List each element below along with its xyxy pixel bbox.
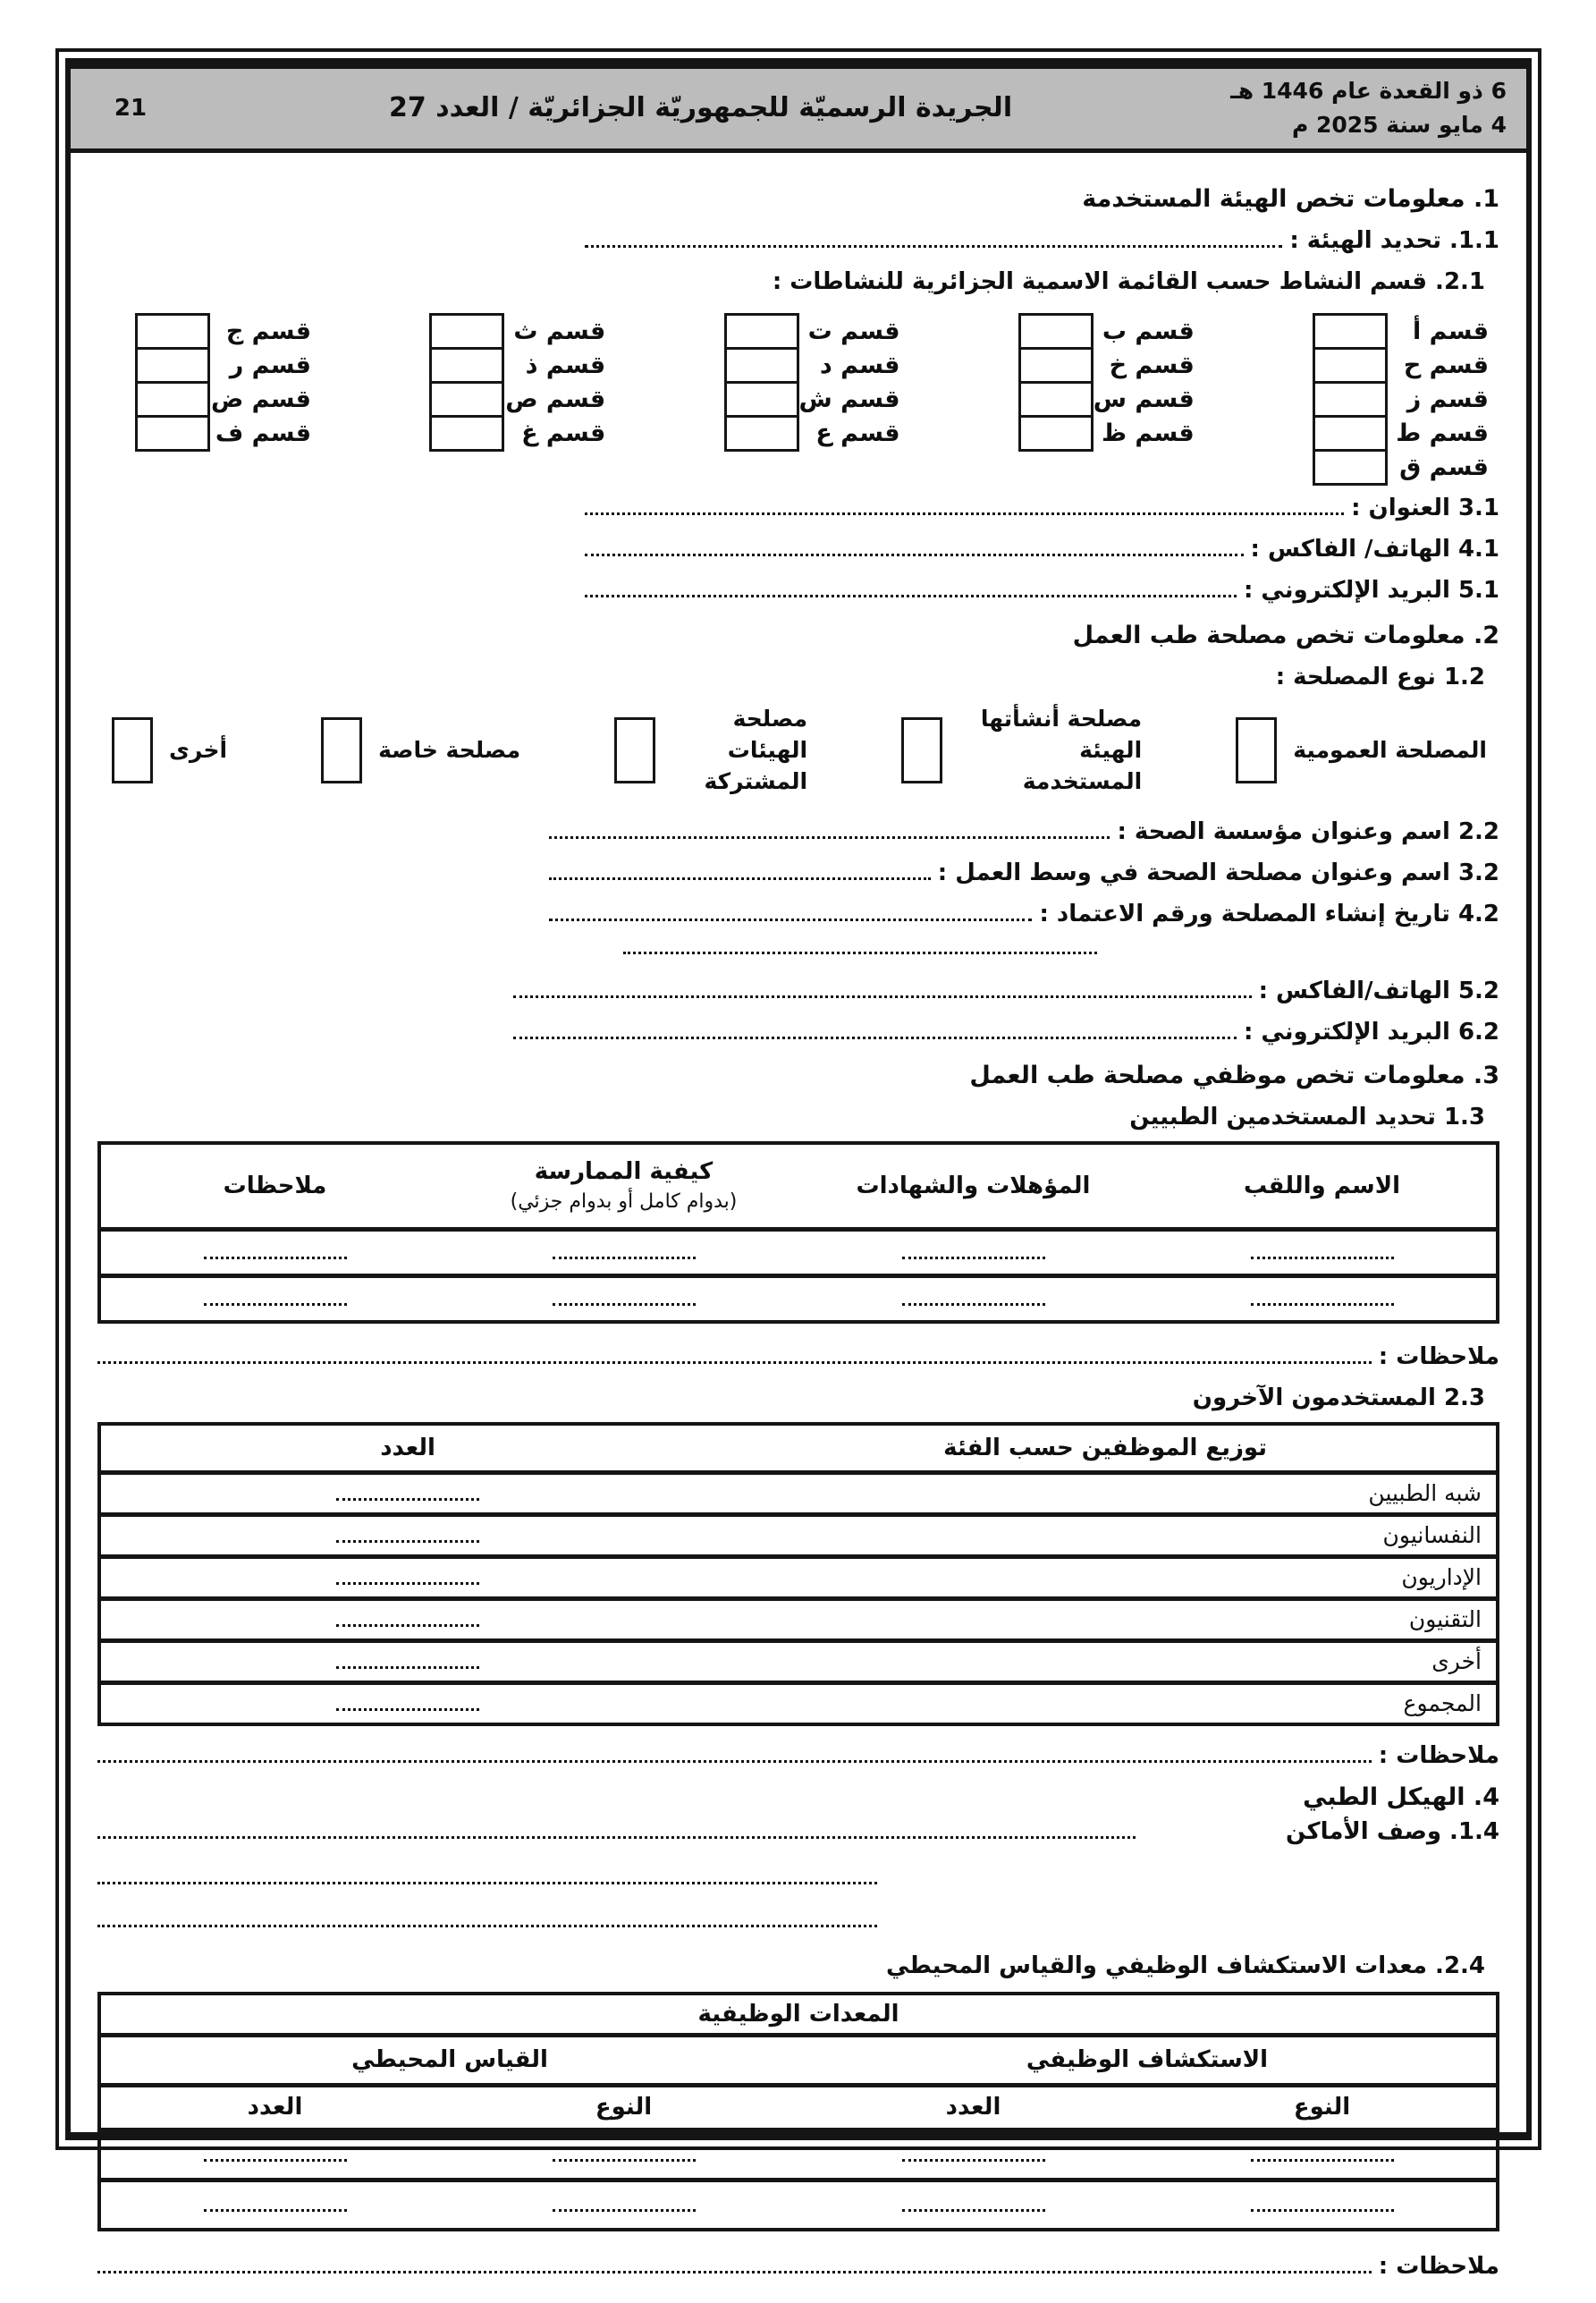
column-header: النوع bbox=[449, 2085, 798, 2129]
table-group-header-row bbox=[99, 2035, 1498, 2085]
table-cell bbox=[1148, 1275, 1498, 1322]
section-option bbox=[724, 347, 900, 384]
dotted-field bbox=[336, 1697, 479, 1711]
category-cell: المجموع bbox=[714, 1682, 1498, 1724]
form-content bbox=[71, 153, 1526, 2303]
column-header bbox=[798, 1143, 1148, 1229]
section-option-label: قسم ط bbox=[1396, 419, 1489, 447]
dotted-field bbox=[336, 1486, 479, 1501]
checkbox bbox=[1313, 347, 1388, 384]
section-option bbox=[1313, 449, 1489, 486]
masthead bbox=[71, 69, 1526, 153]
dotted-field-continuation bbox=[623, 936, 1097, 954]
section-option bbox=[429, 347, 605, 384]
checkbox bbox=[724, 415, 799, 452]
service-type-option bbox=[321, 717, 520, 783]
field-health-institution bbox=[549, 818, 1499, 845]
dotted-field bbox=[97, 2261, 1372, 2273]
medical-staff-table bbox=[97, 1141, 1499, 1324]
sections-column-1 bbox=[1313, 313, 1489, 486]
table-row bbox=[99, 1229, 1498, 1275]
dotted-field bbox=[585, 503, 1344, 515]
notes-line-1 bbox=[97, 1343, 1499, 1370]
section-option bbox=[1018, 313, 1195, 350]
service-type-option-label: مصلحة الهيئات المشتركة bbox=[704, 706, 808, 794]
count-cell bbox=[99, 1682, 714, 1724]
table-main-header: المعدات الوظيفية bbox=[697, 2000, 899, 2028]
table-row bbox=[99, 2180, 1498, 2230]
dotted-field bbox=[1251, 1245, 1394, 1259]
section-option-label: قسم ش bbox=[798, 385, 900, 413]
dotted-field bbox=[336, 1571, 479, 1585]
dotted-field bbox=[902, 2197, 1045, 2212]
field-email-2 bbox=[513, 1019, 1499, 1046]
table-row bbox=[99, 2129, 1498, 2180]
checkbox bbox=[1018, 415, 1094, 452]
section-option-label: قسم ق bbox=[1399, 453, 1489, 481]
checkbox bbox=[321, 717, 362, 783]
service-type-options bbox=[97, 701, 1499, 797]
places-description-label: 1.4. وصف الأماكن bbox=[1286, 1817, 1499, 1845]
column-header: توزيع الموظفين حسب الفئة bbox=[943, 1434, 1267, 1461]
column-header: العدد bbox=[380, 1434, 435, 1461]
dotted-field bbox=[585, 235, 1282, 248]
dotted-field bbox=[553, 2147, 696, 2162]
sections-column-2 bbox=[1018, 313, 1195, 486]
checkbox bbox=[1018, 347, 1094, 384]
dotted-field bbox=[1251, 2197, 1394, 2212]
checkbox bbox=[429, 381, 504, 418]
section-option-label: قسم ر bbox=[229, 351, 311, 379]
section-option bbox=[724, 381, 900, 418]
field-creation-date-label: 4.2 تاريخ إنشاء المصلحة ورقم الاعتماد : bbox=[1039, 901, 1499, 927]
section-4-title: 4. الهيكل الطبي bbox=[1303, 1782, 1499, 1811]
dotted-field bbox=[549, 868, 931, 880]
service-type-option-label: مصلحة خاصة bbox=[378, 737, 521, 763]
activity-section-label: 2.1. قسم النشاط حسب القائمة الاسمية الجزائرية للنشاطات : bbox=[772, 268, 1485, 295]
table-column-header-row bbox=[99, 2085, 1498, 2129]
checkbox bbox=[135, 381, 210, 418]
dotted-field bbox=[1251, 2147, 1394, 2162]
table-cell bbox=[99, 2129, 449, 2180]
service-type-option bbox=[901, 703, 1142, 797]
column-header bbox=[449, 1143, 798, 1229]
section-1-title: 1. معلومات تخص الهيئة المستخدمة bbox=[1082, 185, 1499, 213]
service-type-label: 1.2 نوع المصلحة : bbox=[1275, 664, 1485, 690]
table-cell bbox=[798, 1275, 1148, 1322]
section-option bbox=[1018, 347, 1195, 384]
dotted-field bbox=[902, 1245, 1045, 1259]
checkbox bbox=[1313, 381, 1388, 418]
table-row bbox=[99, 1640, 1498, 1682]
checkbox bbox=[901, 717, 942, 783]
table-cell bbox=[798, 2180, 1148, 2230]
gazette-title: الجريدة الرسميّة للجمهوريّة الجزائريّة / العدد 27 bbox=[389, 92, 1013, 123]
column-header-label: كيفية الممارسة bbox=[534, 1158, 714, 1186]
field-phone-fax-1 bbox=[585, 536, 1499, 563]
field-work-health-service-label: 3.2 اسم وعنوان مصلحة الصحة في وسط العمل : bbox=[937, 859, 1499, 886]
other-staff-label: 2.3 المستخدمون الآخرون bbox=[1192, 1384, 1485, 1411]
category-cell: النفسانيون bbox=[714, 1514, 1498, 1556]
checkbox bbox=[135, 415, 210, 452]
table-cell bbox=[798, 1229, 1148, 1275]
checkbox bbox=[1313, 449, 1388, 486]
section-option-label: قسم ص bbox=[505, 385, 606, 413]
section-option bbox=[135, 313, 311, 350]
section-option bbox=[724, 313, 900, 350]
table-row bbox=[99, 1275, 1498, 1322]
table-header-row bbox=[99, 1994, 1498, 2036]
service-type-option-label: المصلحة العمومية bbox=[1293, 737, 1487, 763]
count-cell bbox=[99, 1598, 714, 1640]
checkbox bbox=[112, 717, 153, 783]
section-option-label: قسم ز bbox=[1406, 385, 1489, 413]
dotted-field bbox=[902, 1291, 1045, 1306]
table-header-row bbox=[99, 1424, 1498, 1472]
checkbox bbox=[614, 717, 655, 783]
table-cell bbox=[1148, 2129, 1498, 2180]
date-hijri: 6 ذو القعدة عام 1446 هـ bbox=[1230, 78, 1507, 104]
section-option-label: قسم ث bbox=[513, 318, 606, 345]
table-row bbox=[99, 1682, 1498, 1724]
checkbox bbox=[429, 313, 504, 350]
field-work-health-service bbox=[549, 859, 1499, 886]
checkbox bbox=[429, 415, 504, 452]
dotted-field bbox=[336, 1528, 479, 1543]
table-cell bbox=[99, 1229, 449, 1275]
dotted-field bbox=[97, 1351, 1372, 1364]
category-cell: التقنيون bbox=[714, 1598, 1498, 1640]
section-option bbox=[1313, 415, 1489, 452]
checkbox bbox=[1236, 717, 1277, 783]
category-cell: شبه الطبيين bbox=[714, 1472, 1498, 1514]
section-option-label: قسم غ bbox=[521, 419, 606, 447]
dotted-field bbox=[513, 1027, 1237, 1039]
dotted-field bbox=[549, 826, 1110, 839]
table-cell bbox=[99, 2180, 449, 2230]
field-identify-body bbox=[585, 227, 1499, 254]
service-type-option bbox=[614, 703, 807, 797]
checkbox bbox=[135, 347, 210, 384]
checkbox bbox=[1313, 313, 1388, 350]
checkbox bbox=[1018, 381, 1094, 418]
service-type-option-label: مصلحة أنشأتها الهيئة المستخدمة bbox=[980, 706, 1143, 794]
section-option-label: قسم ظ bbox=[1101, 419, 1195, 447]
table-row bbox=[99, 1556, 1498, 1598]
section-option-label: قسم ض bbox=[210, 385, 311, 413]
page-inner-frame bbox=[65, 58, 1532, 2280]
notes-line-2 bbox=[97, 1742, 1499, 1769]
category-cell: أخرى bbox=[714, 1640, 1498, 1682]
category-cell: الإداريون bbox=[714, 1556, 1498, 1598]
dotted-field bbox=[97, 1750, 1372, 1763]
field-phone-fax-2-label: 5.2 الهاتف/الفاكس : bbox=[1258, 978, 1499, 1004]
column-header-label: الاسم واللقب bbox=[1244, 1172, 1400, 1199]
places-description bbox=[97, 1818, 1499, 1845]
section-option-label: قسم ذ bbox=[525, 351, 606, 379]
section-option-label: قسم ف bbox=[215, 419, 311, 447]
dotted-field bbox=[336, 1613, 479, 1627]
dotted-field bbox=[902, 2147, 1045, 2162]
other-staff-table bbox=[97, 1422, 1499, 1726]
count-cell bbox=[99, 1472, 714, 1514]
checkbox bbox=[135, 313, 210, 350]
checkbox bbox=[724, 381, 799, 418]
section-option-label: قسم د bbox=[819, 351, 900, 379]
table-cell bbox=[449, 1275, 798, 1322]
column-header-label: ملاحظات bbox=[223, 1172, 327, 1199]
page-number: 21 bbox=[114, 94, 148, 122]
section-option bbox=[135, 381, 311, 418]
notes-label: ملاحظات : bbox=[1378, 2253, 1499, 2280]
section-option-label: قسم أ bbox=[1413, 318, 1489, 345]
section-option bbox=[135, 415, 311, 452]
column-header: العدد bbox=[798, 2085, 1148, 2129]
section-option bbox=[429, 313, 605, 350]
table-row bbox=[99, 1514, 1498, 1556]
masthead-dates bbox=[1230, 74, 1507, 141]
section-option bbox=[135, 347, 311, 384]
checkbox bbox=[429, 347, 504, 384]
table-cell bbox=[449, 2180, 798, 2230]
dotted-field bbox=[204, 1245, 347, 1259]
field-phone-fax-1-label: 4.1 الهاتف/ الفاكس : bbox=[1250, 536, 1499, 563]
column-header: النوع bbox=[1148, 2085, 1498, 2129]
section-option bbox=[1313, 347, 1489, 384]
dotted-field bbox=[97, 1909, 877, 1927]
group-header: الاستكشاف الوظيفي bbox=[798, 2035, 1498, 2085]
section-option-label: قسم ح bbox=[1403, 351, 1489, 379]
section-option bbox=[1313, 313, 1489, 350]
dotted-field bbox=[336, 1655, 479, 1669]
dotted-field bbox=[585, 544, 1244, 556]
checkbox bbox=[1018, 313, 1094, 350]
section-option bbox=[1018, 415, 1195, 452]
service-type-option bbox=[1236, 717, 1487, 783]
table-cell bbox=[798, 2129, 1148, 2180]
page-frame bbox=[55, 48, 1541, 2280]
section-option-label: قسم ج bbox=[225, 318, 311, 345]
dotted-field bbox=[553, 1245, 696, 1259]
section-2-title: 2. معلومات تخص مصلحة طب العمل bbox=[1072, 622, 1499, 649]
notes-line-3 bbox=[97, 2253, 1499, 2280]
section-option-label: قسم ب bbox=[1102, 318, 1195, 345]
service-type-option bbox=[112, 717, 227, 783]
dotted-field bbox=[513, 986, 1252, 998]
column-header bbox=[99, 1143, 449, 1229]
table-cell bbox=[449, 2129, 798, 2180]
table-header-row bbox=[99, 1143, 1498, 1229]
field-email-1 bbox=[585, 577, 1499, 604]
dotted-field bbox=[585, 585, 1237, 597]
dotted-field bbox=[204, 2147, 347, 2162]
field-health-institution-label: 2.2 اسم وعنوان مؤسسة الصحة : bbox=[1117, 818, 1499, 845]
equipment-label: 2.4. معدات الاستكشاف الوظيفي والقياس المحيطي bbox=[885, 1952, 1485, 1979]
dotted-field bbox=[204, 1291, 347, 1306]
field-phone-fax-2 bbox=[513, 978, 1499, 1004]
dotted-field bbox=[204, 2197, 347, 2212]
field-address-label: 3.1 العنوان : bbox=[1351, 495, 1499, 521]
field-email-2-label: 6.2 البريد الإلكتروني : bbox=[1243, 1019, 1499, 1046]
date-gregorian: 4 مايو سنة 2025 م bbox=[1291, 111, 1507, 138]
section-option-label: قسم خ bbox=[1109, 351, 1195, 379]
service-type-option-label: أخرى bbox=[169, 737, 228, 763]
table-cell bbox=[1148, 2180, 1498, 2230]
section-option bbox=[429, 415, 605, 452]
table-cell bbox=[99, 1275, 449, 1322]
group-header: القياس المحيطي bbox=[99, 2035, 798, 2085]
count-cell bbox=[99, 1556, 714, 1598]
section-option bbox=[1313, 381, 1489, 418]
dotted-field bbox=[97, 1867, 877, 1884]
table-row bbox=[99, 1472, 1498, 1514]
medical-staff-label: 1.3 تحديد المستخدمين الطبيين bbox=[1129, 1104, 1485, 1130]
checkbox bbox=[1313, 415, 1388, 452]
section-option-label: قسم ع bbox=[815, 419, 900, 447]
table-row bbox=[99, 1598, 1498, 1640]
dotted-field bbox=[549, 909, 1032, 921]
section-3-title: 3. معلومات تخص موظفي مصلحة طب العمل bbox=[969, 1062, 1499, 1089]
column-header bbox=[1148, 1143, 1498, 1229]
dotted-field bbox=[1251, 1291, 1394, 1306]
notes-label: ملاحظات : bbox=[1378, 1343, 1499, 1370]
field-email-1-label: 5.1 البريد الإلكتروني : bbox=[1243, 577, 1499, 604]
checkbox bbox=[724, 347, 799, 384]
equipment-table bbox=[97, 1992, 1499, 2232]
field-address bbox=[585, 495, 1499, 521]
sections-column-3 bbox=[724, 313, 900, 486]
activity-sections-grid bbox=[97, 306, 1499, 489]
checkbox bbox=[724, 313, 799, 350]
notes-label: ملاحظات : bbox=[1378, 1741, 1499, 1769]
sections-column-5 bbox=[135, 313, 311, 486]
dotted-field bbox=[553, 1291, 696, 1306]
dotted-field bbox=[97, 1826, 1136, 1839]
section-option bbox=[429, 381, 605, 418]
column-header: العدد bbox=[99, 2085, 449, 2129]
column-header-note: (بدوام كامل أو بدوام جزئي) bbox=[510, 1190, 738, 1214]
field-creation-date bbox=[549, 901, 1499, 927]
count-cell bbox=[99, 1514, 714, 1556]
section-option-label: قسم س bbox=[1093, 385, 1195, 413]
count-cell bbox=[99, 1640, 714, 1682]
table-cell bbox=[449, 1229, 798, 1275]
section-option bbox=[724, 415, 900, 452]
table-cell bbox=[1148, 1229, 1498, 1275]
section-option-label: قسم ت bbox=[807, 318, 900, 345]
column-header-label: المؤهلات والشهادات bbox=[856, 1172, 1091, 1199]
dotted-field bbox=[553, 2197, 696, 2212]
section-option bbox=[1018, 381, 1195, 418]
sections-column-4 bbox=[429, 313, 605, 486]
field-identify-body-label: 1.1. تحديد الهيئة : bbox=[1289, 227, 1499, 254]
